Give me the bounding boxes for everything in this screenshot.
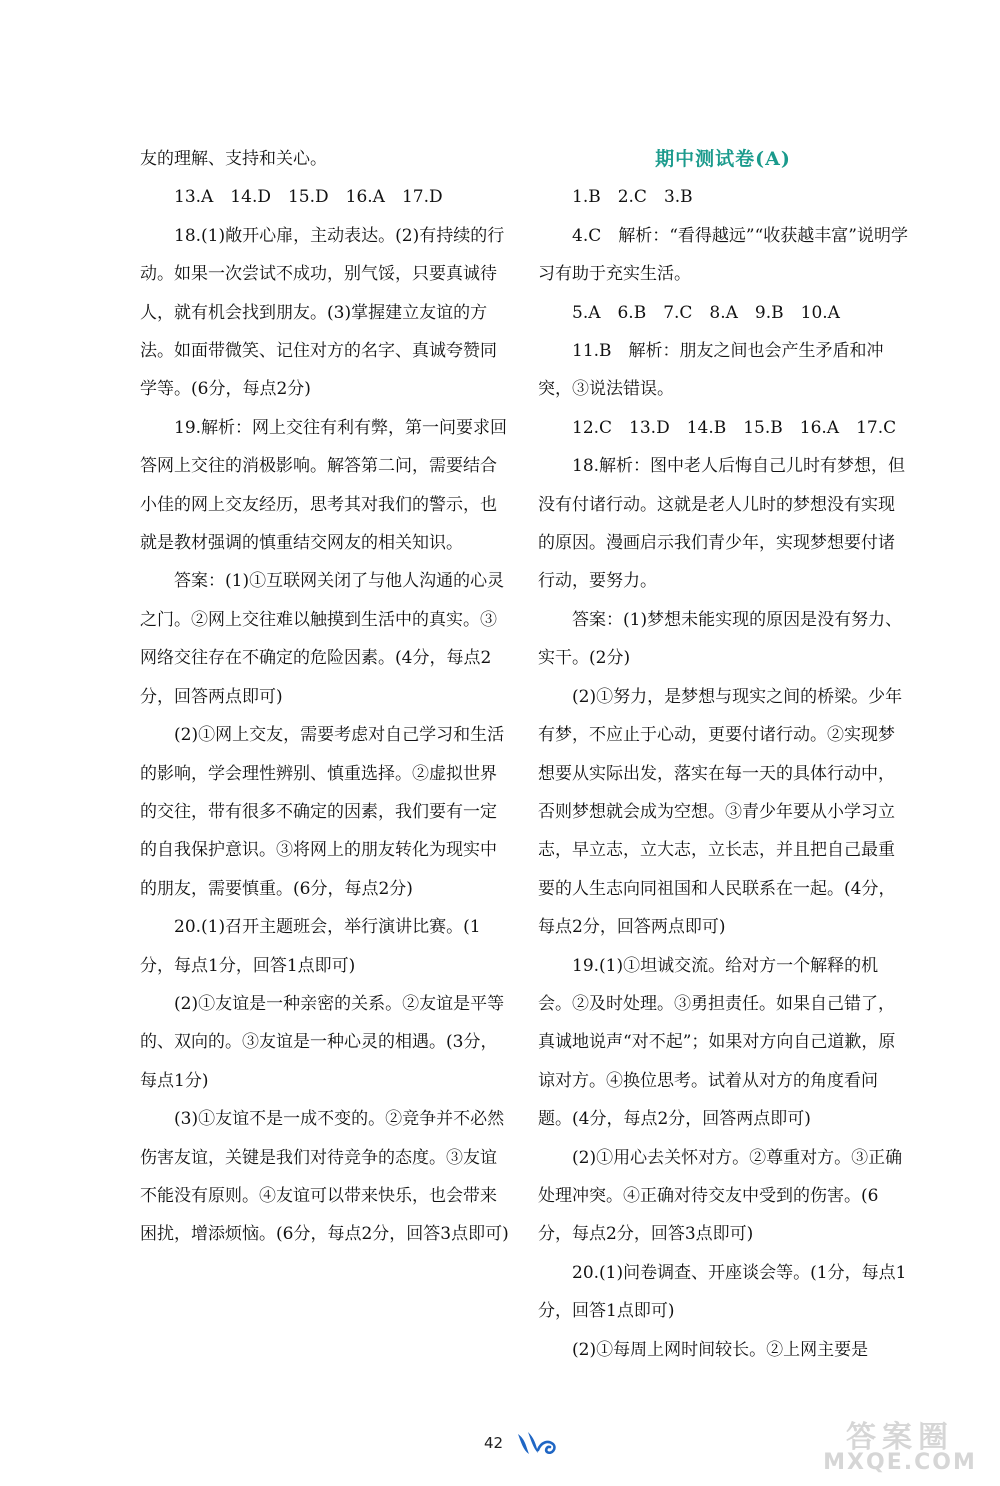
left-para-2: 18.(1)敞开心扉，主动表达。(2)有持续的行动。如果一次尝试不成功，别气馁，只要真诚待人，就有机会找到朋友。(3)掌握建立友谊的方法。如面带微笑、记住对方的名字、真诚夸赞同学等。(6分，每点2分) — [140, 225, 505, 400]
right-para-6: 答案：(1)梦想未能实现的原因是没有努力、实干。(2分) — [538, 609, 903, 669]
right-para-4: 12.C 13.D 14.B 15.B 16.A 17.C — [572, 417, 897, 438]
left-para-3: 19.解析：网上交往有利有弊，第一问要求回答网上交往的消极影响。解答第二问，需要结合小佳的网上交友经历，思考其对我们的警示，也就是教材强调的慎重结交网友的相关知识。 — [140, 417, 508, 554]
right-para-5: 18.解析：图中老人后悔自己儿时有梦想，但没有付诸行动。这就是老人儿时的梦想没有实现的原因。漫画启示我们青少年，实现梦想要付诸行动，要努力。 — [538, 456, 906, 592]
left-para-7: (2)①友谊是一种亲密的关系。②友谊是平等的、双向的。③友谊是一种心灵的相遇。(3分，每点1分) — [140, 993, 505, 1091]
left-para-5: (2)①网上交友，需要考虑对自己学习和生活的影响，学会理性辨别、慎重选择。②虚拟世界的交往，带有很多不确定的因素，我们要有一定的自我保护意识。③将网上的朋友转化为现实中的朋友，需要慎重。(6分，每点2分) — [140, 725, 505, 899]
right-para-10: 20.(1)问卷调查、开座谈会等。(1分，每点1分，回答1点即可) — [538, 1262, 907, 1322]
left-column — [140, 140, 510, 1254]
section-title: 期中测试卷(A) — [655, 148, 791, 170]
right-para-1: 4.C 解析：“看得越远”“收获越丰富”说明学习有助于充实生活。 — [538, 225, 908, 285]
watermark-line2: MXQE.COM — [823, 1450, 977, 1475]
left-para-1: 13.A 14.D 15.D 16.A 17.D — [174, 187, 443, 208]
watermark — [814, 1412, 986, 1478]
left-para-8: (3)①友谊不是一成不变的。②竞争并不必然伤害友谊，关键是我们对待竞争的态度。③友谊不能没有原则。④友谊可以带来快乐，也会带来困扰，增添烦恼。(6分，每点2分，回答3点即可) — [140, 1109, 509, 1245]
right-para-7: (2)①努力，是梦想与现实之间的桥梁。少年有梦，不应止于心动，更要付诸行动。②实现梦想要从实际出发，落实在每一天的具体行动中，否则梦想就会成为空想。③青少年要从小学习立志，早立志，立大志，立长志，并且把自己最重要的人生志向同祖国和人民联系在一起。(4分，每点2分，回答两点即可) — [538, 686, 903, 938]
left-para-4: 答案：(1)①互联网关闭了与他人沟通的心灵之门。②网上交往难以触摸到生活中的真实。③网络交往存在不确定的危险因素。(4分，每点2分，回答两点即可) — [140, 571, 505, 707]
right-para-2: 5.A 6.B 7.C 8.A 9.B 10.A — [572, 302, 840, 323]
left-para-6: 20.(1)召开主题班会，举行演讲比赛。(1分，每点1分，回答1点即可) — [140, 917, 481, 976]
right-para-8: 19.(1)①坦诚交流。给对方一个解释的机会。②及时处理。③勇担责任。如果自己错了，真诚地说声“对不起”；如果对方向自己道歉，原谅对方。④换位思考。试着从对方的角度看问题。(4分，每点2分，回答两点即可) — [538, 955, 896, 1130]
right-para-11: (2)①每周上网时间较长。②上网主要是 — [572, 1339, 869, 1360]
right-column — [538, 140, 908, 1369]
left-para-0: 友的理解、支持和关心。 — [140, 149, 327, 169]
right-para-3: 11.B 解析：朋友之间也会产生矛盾和冲突，③说法错误。 — [538, 341, 884, 400]
watermark-line1: 答案圈 — [846, 1420, 954, 1455]
right-para-9: (2)①用心去关怀对方。②尊重对方。③正确处理冲突。④正确对待交友中受到的伤害。(6分，每点2分，回答3点即可) — [538, 1147, 903, 1245]
page-number: 42 — [484, 1434, 504, 1452]
wave-ornament-icon — [514, 1428, 560, 1458]
right-para-0: 1.B 2.C 3.B — [572, 187, 693, 208]
